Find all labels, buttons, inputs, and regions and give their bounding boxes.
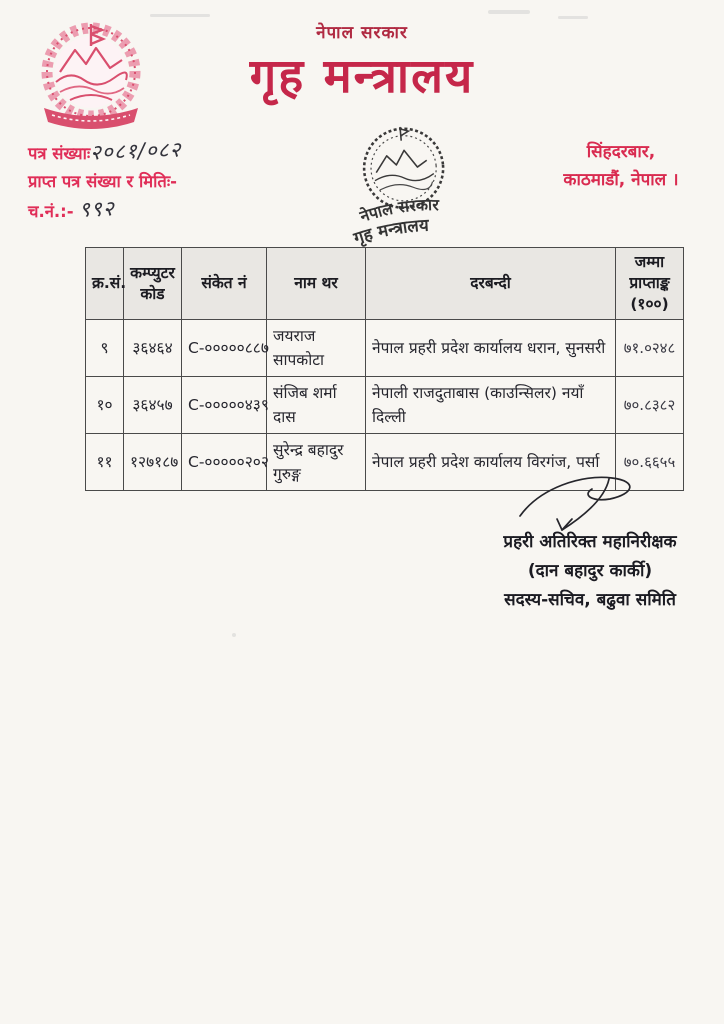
cell-posting: नेपाली राजदुताबास (काउन्सिलर) नयाँ दिल्ली — [366, 377, 616, 434]
cell-computer-code: १२७१८७ — [124, 434, 182, 491]
table-row — [86, 320, 684, 377]
cell-posting: नेपाल प्रहरी प्रदेश कार्यालय विरगंज, पर्सा — [366, 434, 616, 491]
letter-number-label: पत्र संख्याः — [28, 144, 91, 163]
dispatch-number-value: ९९२ — [78, 196, 116, 222]
reference-block — [28, 138, 182, 226]
address-block — [532, 138, 710, 194]
scan-speck — [232, 633, 236, 637]
signatory-block — [468, 528, 712, 615]
stamp-text-government: नेपाल सरकार — [357, 194, 440, 226]
col-serial-number: क्र.सं. — [86, 248, 124, 320]
scan-smudge — [558, 16, 588, 19]
col-symbol-number: संकेत नं — [182, 248, 267, 320]
promotion-score-table — [85, 247, 684, 491]
cell-name: जयराज सापकोटा — [267, 320, 366, 377]
received-letter-line: प्राप्त पत्र संख्या र मितिः- — [28, 172, 178, 191]
scan-smudge — [488, 10, 530, 14]
dispatch-number-line — [28, 196, 182, 226]
letter-number-value: २०८१/०८२ — [89, 137, 183, 165]
cell-serial: ९ — [86, 320, 124, 377]
cell-score: ७०.८३८२ — [616, 377, 684, 434]
col-name: नाम थर — [267, 248, 366, 320]
signature-ink — [512, 472, 662, 534]
government-title: नेपाल सरकार — [316, 23, 408, 43]
official-stamp-icon — [321, 111, 490, 256]
cell-score: ७१.०२४८ — [616, 320, 684, 377]
official-stamp — [321, 111, 490, 256]
table-row — [86, 377, 684, 434]
cell-posting: नेपाल प्रहरी प्रदेश कार्यालय धरान, सुनसरी — [366, 320, 616, 377]
address-line-2: काठमाडौं, नेपाल । — [563, 170, 679, 190]
col-posting: दरबन्दी — [366, 248, 616, 320]
cell-name: सुरेन्द्र बहादुर गुरुङ्ग — [267, 434, 366, 491]
table-header-row — [86, 248, 684, 320]
cell-computer-code: ३६४५७ — [124, 377, 182, 434]
cell-score: ७०.६६५५ — [616, 434, 684, 491]
address-line-1: सिंहदरबार, — [586, 142, 656, 162]
scan-smudge — [150, 14, 210, 17]
cell-serial: १० — [86, 377, 124, 434]
col-computer-code: कम्प्युटर कोड — [124, 248, 182, 320]
cell-name: संजिब शर्मा दास — [267, 377, 366, 434]
dispatch-number-label: च.नं.:- — [28, 202, 74, 221]
stamp-text-ministry: गृह मन्त्रालय — [351, 214, 430, 248]
ministry-title: गृह मन्त्रालय — [249, 49, 475, 104]
cell-serial: ११ — [86, 434, 124, 491]
signatory-role: सदस्य-सचिव, बढुवा समिति — [504, 590, 676, 610]
cell-computer-code: ३६४६४ — [124, 320, 182, 377]
signatory-title: प्रहरी अतिरिक्त महानिरीक्षक — [503, 532, 677, 552]
cell-symbol-number: C-०००००२०२ — [182, 434, 267, 491]
letter-number-line — [28, 138, 182, 168]
cell-symbol-number: C-०००००८८७ — [182, 320, 267, 377]
signatory-name: (दान बहादुर कार्की) — [527, 561, 653, 581]
cell-symbol-number: C-०००००४३९ — [182, 377, 267, 434]
col-total-score: जम्मा प्राप्ताङ्क (१००) — [616, 248, 684, 320]
